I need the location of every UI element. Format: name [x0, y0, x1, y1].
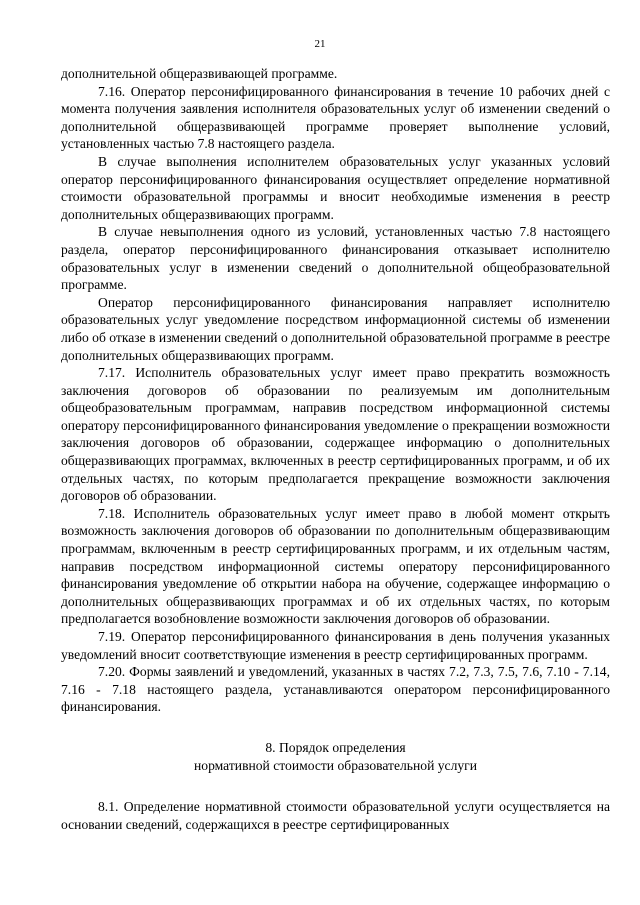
- paragraph-7-16: 7.16. Оператор персонифицированного финансирования в течение 10 рабочих дней с момента получения заявления исполнителя образовательных услуг об изменении сведений о дополнительной общеразвивающей программе проверяет выполнение условий, установленных частью 7.8 настоящего раздела.: [61, 83, 610, 152]
- section-heading-line-1: 8. Порядок определения: [265, 739, 406, 755]
- page-number: 21: [314, 38, 326, 50]
- paragraph-7-18: 7.18. Исполнитель образовательных услуг имеет право в любой момент открыть возможность заключения договоров об образовании по дополнительным общеразвивающим программам, включенным в реестр сертифицированных программ, и их отдельным частям, направив посредством информационной системы оператору персонифицированного финансирования уведомление об открытии набора на обучение, содержащее информацию о дополнительных общеразвивающих программах и об их отдельных частях, по которым предполагается возобновление возможности заключения договоров об образовании.: [61, 505, 610, 627]
- section-8-heading: [61, 739, 610, 774]
- paragraph-7-17: 7.17. Исполнитель образовательных услуг имеет право прекратить возможность заключения договоров об образовании по реализуемым им дополнительным общеобразовательным программам, направив посредством информационной системы оператору персонифицированного финансирования уведомление о прекращении возможности заключения договоров об образовании, содержащее информацию о дополнительных общеразвивающих программах, включенных в реестр сертифицированных программ, и об их отдельных частях, по которым предполагается прекращение возможности заключения договоров об образовании.: [61, 365, 610, 504]
- document-body: [61, 65, 610, 833]
- paragraph-7-16-notification: Оператор персонифицированного финансирования направляет исполнителю образовательных услуг уведомление посредством информационной системы об изменении либо об отказе в изменении сведений о дополнительной образовательной программе в реестре дополнительных общеразвивающих программ.: [61, 294, 610, 363]
- paragraph-7-16-conditions-not-met: В случае невыполнения одного из условий, установленных частью 7.8 настоящего раздела, оператор персонифицированного финансирования отказывает исполнителю образовательных услуг в изменении сведений о дополнительной общеобразовательной программе.: [61, 224, 610, 293]
- paragraph-7-16-conditions-met: В случае выполнения исполнителем образовательных услуг указанных условий оператор персонифицированного финансирования осуществляет определение нормативной стоимости образовательной программы и вносит необходимые изменения в реестр дополнительных общеразвивающих программ.: [61, 153, 610, 222]
- paragraph-7-19: 7.19. Оператор персонифицированного финансирования в день получения указанных уведомлений вносит соответствующие изменения в реестр сертифицированных программ.: [61, 629, 610, 662]
- section-heading-line-2: нормативной стоимости образовательной услуги: [194, 757, 477, 773]
- paragraph-7-20: 7.20. Формы заявлений и уведомлений, указанных в частях 7.2, 7.3, 7.5, 7.6, 7.10 - 7.14, 7.16 - 7.18 настоящего раздела, устанавливаются оператором персонифицированного финансирования.: [61, 664, 610, 715]
- paragraph-continuation: дополнительной общеразвивающей программе.: [61, 66, 338, 81]
- paragraph-8-1: 8.1. Определение нормативной стоимости образовательной услуги осуществляется на основании сведений, содержащихся в реестре сертифицированных: [61, 799, 610, 832]
